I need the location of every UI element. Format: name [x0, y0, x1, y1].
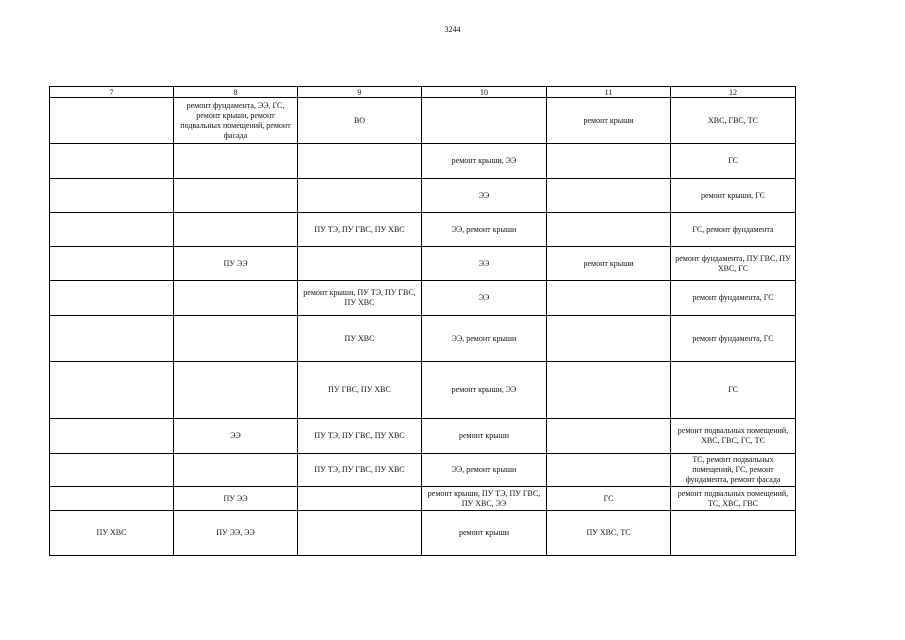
table-cell [174, 362, 298, 419]
table-cell: ПУ ТЭ, ПУ ГВС, ПУ ХВС [298, 213, 422, 247]
table-header-row [50, 87, 796, 98]
table-cell: ЭЭ [174, 419, 298, 454]
table-cell: ПУ ХВС [298, 316, 422, 362]
table-cell [298, 511, 422, 556]
table-row [50, 362, 796, 419]
table-cell: ремонт крыши [547, 247, 671, 281]
table-cell [174, 454, 298, 487]
table-cell: ТС, ремонт подвальных помещений, ГС, ремонт фундамента, ремонт фасада [671, 454, 796, 487]
table-cell: ЭЭ, ремонт крыши [422, 316, 547, 362]
table-cell: ремонт крыши, ЭЭ [422, 144, 547, 179]
column-header: 10 [422, 87, 547, 98]
table-cell: ПУ ТЭ, ПУ ГВС, ПУ ХВС [298, 419, 422, 454]
table-row [50, 144, 796, 179]
table-cell [547, 419, 671, 454]
table-cell [50, 487, 174, 511]
table-cell [50, 454, 174, 487]
table-cell: ремонт крыши, ГС [671, 179, 796, 213]
table-cell [50, 144, 174, 179]
data-table [49, 86, 796, 556]
table-cell: ремонт крыши, ПУ ТЭ, ПУ ГВС, ПУ ХВС [298, 281, 422, 316]
table-cell [50, 247, 174, 281]
table-row [50, 419, 796, 454]
table-cell: ГС, ремонт фундамента [671, 213, 796, 247]
table-cell [174, 281, 298, 316]
table-cell: ЭЭ [422, 247, 547, 281]
table-row [50, 487, 796, 511]
page-number: 3244 [444, 25, 461, 34]
table-cell: ПУ ЭЭ [174, 487, 298, 511]
table-row [50, 179, 796, 213]
table-cell [298, 247, 422, 281]
table-cell [298, 179, 422, 213]
table-cell [50, 98, 174, 144]
table-cell: ремонт крыши [547, 98, 671, 144]
column-header: 7 [50, 87, 174, 98]
table-row [50, 213, 796, 247]
table-row [50, 454, 796, 487]
table-cell [422, 98, 547, 144]
table-row [50, 281, 796, 316]
table-cell [50, 419, 174, 454]
table-cell: ремонт крыши, ПУ ТЭ, ПУ ГВС, ПУ ХВС, ЭЭ [422, 487, 547, 511]
table-cell [174, 144, 298, 179]
table-row [50, 316, 796, 362]
table-cell [547, 316, 671, 362]
table-cell: ремонт крыши, ЭЭ [422, 362, 547, 419]
table-cell [547, 213, 671, 247]
table-cell: ВО [298, 98, 422, 144]
table-cell: ХВС, ГВС, ТС [671, 98, 796, 144]
table-cell [298, 487, 422, 511]
table-row [50, 98, 796, 144]
table-cell [547, 281, 671, 316]
table-cell: ПУ ХВС [50, 511, 174, 556]
table-cell [174, 316, 298, 362]
table-cell: ГС [671, 362, 796, 419]
table-cell: ремонт фундамента, ЭЭ, ГС, ремонт крыши, ремонт подвальных помещений, ремонт фасада [174, 98, 298, 144]
table-cell [50, 316, 174, 362]
table-cell: ЭЭ, ремонт крыши [422, 213, 547, 247]
table-cell [50, 213, 174, 247]
column-header: 12 [671, 87, 796, 98]
column-header: 9 [298, 87, 422, 98]
table-cell: ремонт фундамента, ГС [671, 281, 796, 316]
table-cell: ГС [671, 144, 796, 179]
table-cell: ЭЭ, ремонт крыши [422, 454, 547, 487]
table-cell: ремонт крыши [422, 419, 547, 454]
table-row [50, 247, 796, 281]
table-cell [174, 213, 298, 247]
table-cell [547, 454, 671, 487]
table-cell: ПУ ТЭ, ПУ ГВС, ПУ ХВС [298, 454, 422, 487]
table-cell: ПУ ЭЭ, ЭЭ [174, 511, 298, 556]
table-cell: ремонт фундамента, ПУ ГВС, ПУ ХВС, ГС [671, 247, 796, 281]
table-cell [671, 511, 796, 556]
table-row [50, 511, 796, 556]
table-cell [547, 179, 671, 213]
table-cell [50, 362, 174, 419]
table-cell: ЭЭ [422, 179, 547, 213]
table-cell [50, 281, 174, 316]
table-cell [547, 144, 671, 179]
column-header: 8 [174, 87, 298, 98]
table-cell: ремонт фундамента, ГС [671, 316, 796, 362]
table-cell: ПУ ХВС, ТС [547, 511, 671, 556]
table-cell: ремонт подвальных помещений, ХВС, ГВС, ГС, ТС [671, 419, 796, 454]
table-cell: ГС [547, 487, 671, 511]
table-cell: ремонт подвальных помещений, ТС, ХВС, ГВС [671, 487, 796, 511]
table-cell [298, 144, 422, 179]
table-cell: ПУ ГВС, ПУ ХВС [298, 362, 422, 419]
table-cell [174, 179, 298, 213]
column-header: 11 [547, 87, 671, 98]
table-cell: ремонт крыши [422, 511, 547, 556]
table-cell: ЭЭ [422, 281, 547, 316]
table-cell: ПУ ЭЭ [174, 247, 298, 281]
table-cell [50, 179, 174, 213]
table-cell [547, 362, 671, 419]
